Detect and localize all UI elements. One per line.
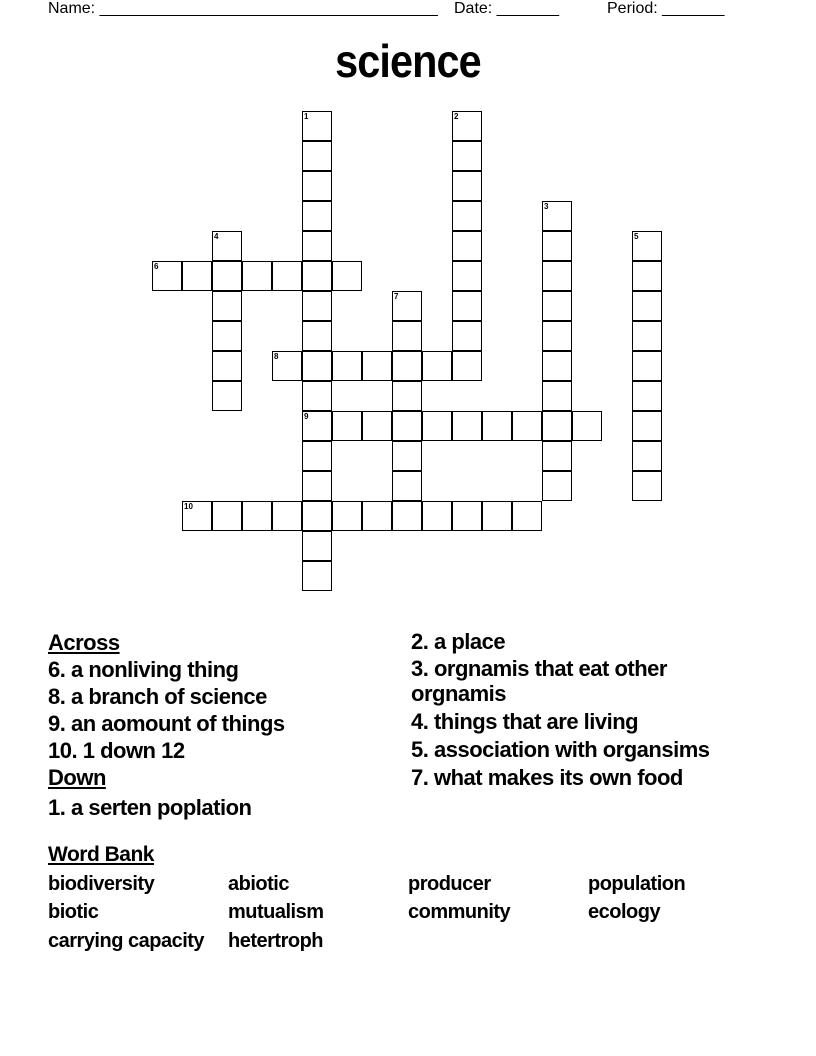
crossword-cell[interactable] bbox=[212, 261, 242, 291]
clue-number: 1 bbox=[304, 112, 309, 121]
clue-down-3: 3. orgnamis that eat other bbox=[411, 656, 667, 681]
crossword-cell[interactable] bbox=[182, 261, 212, 291]
crossword-cell[interactable] bbox=[632, 351, 662, 381]
word-bank-title: Word Bank bbox=[48, 843, 154, 866]
clue-across-10: 10. 1 down 12 bbox=[48, 738, 185, 763]
crossword-cell[interactable] bbox=[542, 321, 572, 351]
crossword-cell[interactable] bbox=[242, 501, 272, 531]
crossword-cell[interactable] bbox=[542, 231, 572, 261]
crossword-cell[interactable] bbox=[302, 531, 332, 561]
crossword-cell[interactable] bbox=[542, 351, 572, 381]
crossword-cell[interactable] bbox=[512, 501, 542, 531]
page-title: science bbox=[335, 35, 481, 87]
crossword-cell[interactable] bbox=[362, 411, 392, 441]
crossword-cell[interactable] bbox=[632, 411, 662, 441]
crossword-cell[interactable] bbox=[452, 321, 482, 351]
clue-number: 5 bbox=[634, 232, 639, 241]
crossword-cell[interactable] bbox=[512, 411, 542, 441]
crossword-cell[interactable] bbox=[452, 291, 482, 321]
crossword-cell[interactable] bbox=[392, 471, 422, 501]
word-bank-item: biodiversity bbox=[48, 873, 155, 895]
crossword-cell[interactable] bbox=[212, 381, 242, 411]
crossword-cell[interactable] bbox=[422, 411, 452, 441]
crossword-cell[interactable] bbox=[302, 291, 332, 321]
crossword-cell[interactable] bbox=[302, 171, 332, 201]
crossword-cell[interactable] bbox=[542, 411, 572, 441]
crossword-cell[interactable] bbox=[272, 501, 302, 531]
word-bank-item: community bbox=[408, 901, 511, 923]
crossword-cell[interactable] bbox=[362, 501, 392, 531]
crossword-cell[interactable] bbox=[632, 291, 662, 321]
crossword-cell[interactable] bbox=[302, 321, 332, 351]
crossword-cell[interactable] bbox=[362, 351, 392, 381]
crossword-cell[interactable] bbox=[242, 261, 272, 291]
crossword-cell[interactable] bbox=[452, 261, 482, 291]
crossword-cell[interactable] bbox=[632, 381, 662, 411]
crossword-cell[interactable] bbox=[392, 351, 422, 381]
crossword-cell[interactable] bbox=[212, 501, 242, 531]
crossword-cell[interactable] bbox=[392, 411, 422, 441]
crossword-cell[interactable] bbox=[302, 231, 332, 261]
crossword-cell[interactable] bbox=[392, 501, 422, 531]
crossword-cell[interactable] bbox=[302, 261, 332, 291]
crossword-cell[interactable] bbox=[632, 471, 662, 501]
clue-down-1: 1. a serten poplation bbox=[48, 795, 252, 820]
clue-down-2: 2. a place bbox=[411, 629, 506, 654]
clue-across-6: 6. a nonliving thing bbox=[48, 657, 239, 682]
crossword-cell[interactable] bbox=[332, 501, 362, 531]
clue-number: 3 bbox=[544, 202, 549, 211]
clues-right-column bbox=[411, 629, 710, 790]
crossword-cell[interactable] bbox=[332, 411, 362, 441]
crossword-cell[interactable] bbox=[332, 351, 362, 381]
crossword-cell[interactable] bbox=[482, 501, 512, 531]
crossword-cell[interactable] bbox=[212, 321, 242, 351]
crossword-cell[interactable] bbox=[212, 351, 242, 381]
clue-number: 4 bbox=[214, 232, 219, 241]
word-bank-item: mutualism bbox=[228, 901, 324, 923]
crossword-cell[interactable] bbox=[302, 351, 332, 381]
crossword-cell[interactable] bbox=[392, 441, 422, 471]
crossword-cell[interactable] bbox=[302, 471, 332, 501]
clue-number: 6 bbox=[154, 262, 159, 271]
clue-number: 8 bbox=[274, 352, 279, 361]
crossword-cell[interactable] bbox=[452, 351, 482, 381]
crossword-cell[interactable] bbox=[482, 411, 512, 441]
crossword-cell[interactable] bbox=[542, 291, 572, 321]
crossword-cell[interactable] bbox=[572, 411, 602, 441]
clues-left-column bbox=[48, 629, 285, 821]
clue-across-9: 9. an aomount of things bbox=[48, 711, 285, 736]
crossword-cell[interactable] bbox=[302, 381, 332, 411]
word-bank-item: hetertroph bbox=[228, 930, 323, 952]
word-bank-item: ecology bbox=[588, 901, 661, 923]
clue-number: 9 bbox=[304, 412, 309, 421]
clue-number: 2 bbox=[454, 112, 459, 121]
word-bank-item: biotic bbox=[48, 901, 99, 923]
crossword-cell[interactable] bbox=[452, 411, 482, 441]
crossword-cell[interactable] bbox=[302, 141, 332, 171]
crossword-cell[interactable] bbox=[632, 441, 662, 471]
crossword-cell[interactable] bbox=[332, 261, 362, 291]
word-bank-item: producer bbox=[408, 873, 491, 895]
clue-down-5: 5. association with organsims bbox=[411, 737, 710, 762]
crossword-cell[interactable] bbox=[452, 141, 482, 171]
crossword-cell[interactable] bbox=[542, 441, 572, 471]
date-field: Date: _______ bbox=[454, 0, 559, 17]
crossword-cell[interactable] bbox=[302, 561, 332, 591]
clue-down-3-cont: orgnamis bbox=[411, 681, 507, 706]
crossword-cell[interactable] bbox=[542, 471, 572, 501]
crossword-cell[interactable] bbox=[452, 501, 482, 531]
crossword-cell[interactable] bbox=[542, 381, 572, 411]
crossword-cell[interactable] bbox=[452, 201, 482, 231]
word-bank-item: population bbox=[588, 873, 686, 895]
crossword-cell[interactable] bbox=[542, 261, 572, 291]
crossword-cell[interactable] bbox=[302, 201, 332, 231]
word-bank-item: carrying capacity bbox=[48, 930, 205, 952]
clue-number: 10 bbox=[184, 502, 193, 511]
crossword-cell[interactable] bbox=[302, 501, 332, 531]
clue-across-8: 8. a branch of science bbox=[48, 684, 267, 709]
clue-down-7: 7. what makes its own food bbox=[411, 765, 683, 790]
down-heading: Down bbox=[48, 765, 106, 790]
crossword-cell[interactable] bbox=[272, 261, 302, 291]
crossword-cell[interactable] bbox=[212, 291, 242, 321]
word-bank-item: abiotic bbox=[228, 873, 289, 895]
crossword-cell[interactable] bbox=[452, 231, 482, 261]
crossword-cell[interactable] bbox=[422, 351, 452, 381]
crossword-cell[interactable] bbox=[392, 381, 422, 411]
across-heading: Across bbox=[48, 630, 120, 655]
crossword-cell[interactable] bbox=[632, 261, 662, 291]
name-field: Name: ______________________________________ bbox=[48, 0, 438, 17]
clue-down-4: 4. things that are living bbox=[411, 709, 639, 734]
crossword-cell[interactable] bbox=[452, 171, 482, 201]
clue-number: 7 bbox=[394, 292, 399, 301]
crossword-cell[interactable] bbox=[392, 321, 422, 351]
period-field: Period: _______ bbox=[607, 0, 725, 17]
crossword-cell[interactable] bbox=[302, 441, 332, 471]
crossword-cell[interactable] bbox=[632, 321, 662, 351]
crossword-cell[interactable] bbox=[422, 501, 452, 531]
